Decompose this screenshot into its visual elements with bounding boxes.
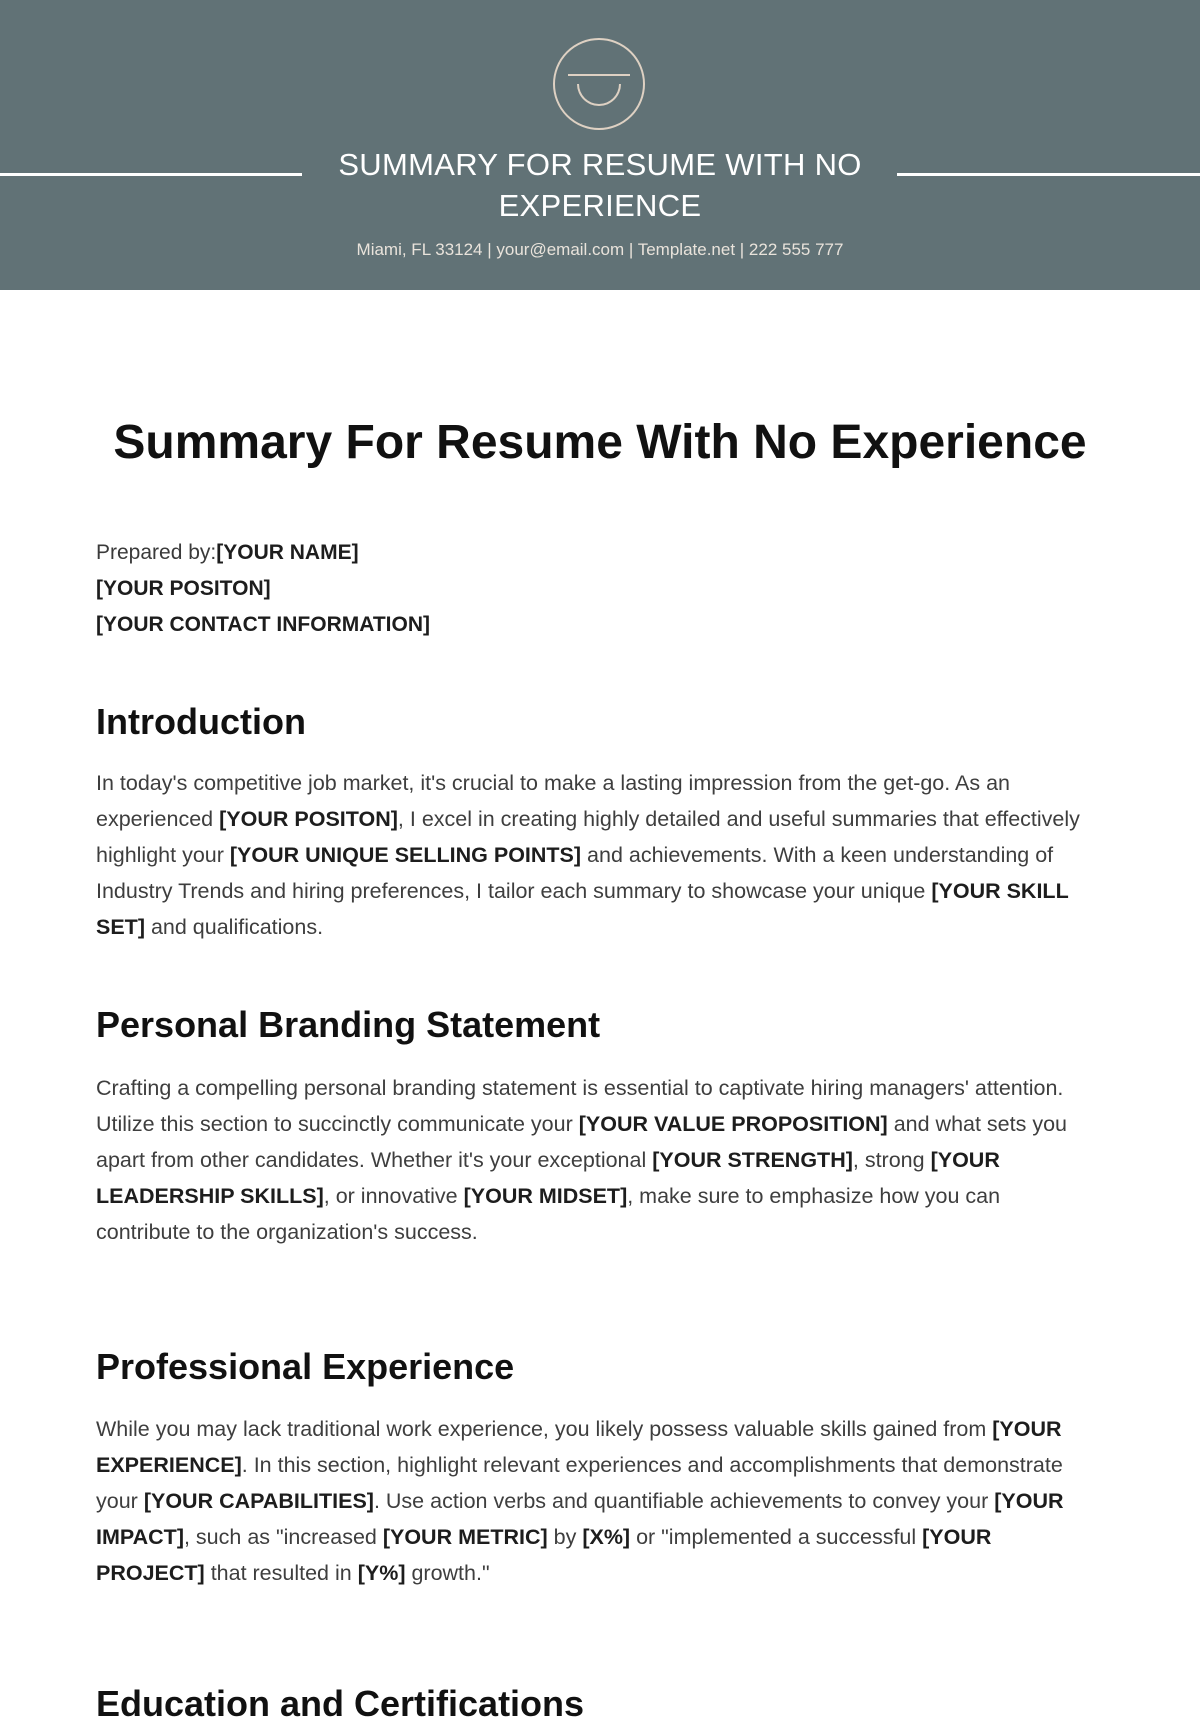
prepared-by-contact: [YOUR CONTACT INFORMATION]	[96, 613, 431, 636]
banner-title: SUMMARY FOR RESUME WITH NO EXPERIENCE	[338, 147, 862, 223]
header-rule-right	[897, 173, 1200, 176]
section-heading-branding: Personal Branding Statement	[96, 1004, 601, 1045]
page-title: Summary For Resume With No Experience	[113, 416, 1087, 469]
header-contact: Miami, FL 33124 | your@email.com | Template.net | 222 555 777	[356, 240, 844, 259]
header-rule-left	[0, 173, 302, 176]
prepared-by-label: Prepared by:	[96, 541, 217, 564]
section-heading-education: Education and Certifications	[96, 1683, 585, 1724]
branding-paragraph: Crafting a compelling personal branding statement is essential to captivate hiring managers' attention. Utilize this section to succinctly communicate your [YOUR VALUE PROPOSITION] and what sets you apart from other candidates. Whether it's your exceptional [YOUR STRENGTH], strong [YOUR LEADERSHIP SKILLS], or innovative [YOUR MIDSET], make sure to emphasize how you can contribute to the organization's success.	[96, 1076, 1067, 1244]
prepared-by-name: [YOUR NAME]	[216, 541, 359, 564]
prepared-by-block	[96, 535, 430, 643]
bowl-emblem-icon	[553, 38, 645, 130]
section-heading-introduction: Introduction	[96, 701, 306, 742]
introduction-paragraph: In today's competitive job market, it's crucial to make a lasting impression from the get-go. As an experienced [YOUR POSITON], I excel in creating highly detailed and useful summaries that effectively highlight your [YOUR UNIQUE SELLING POINTS] and achievements. With a keen understanding of Industry Trends and hiring preferences, I tailor each summary to showcase your unique [YOUR SKILL SET] and qualifications.	[96, 771, 1080, 939]
prepared-by-line	[96, 535, 430, 571]
prepared-by-position: [YOUR POSITON]	[96, 577, 271, 600]
experience-paragraph: While you may lack traditional work experience, you likely possess valuable skills gained from [YOUR EXPERIENCE]. In this section, highlight relevant experiences and accomplishments that demonstrate your [YOUR CAPABILITIES]. Use action verbs and quantifiable achievements to convey your [YOUR IMPACT], such as "increased [YOUR METRIC] by [X%] or "implemented a successful [YOUR PROJECT] that resulted in [Y%] growth."	[96, 1417, 1064, 1585]
header-banner	[0, 0, 1200, 290]
section-heading-experience: Professional Experience	[96, 1346, 515, 1387]
